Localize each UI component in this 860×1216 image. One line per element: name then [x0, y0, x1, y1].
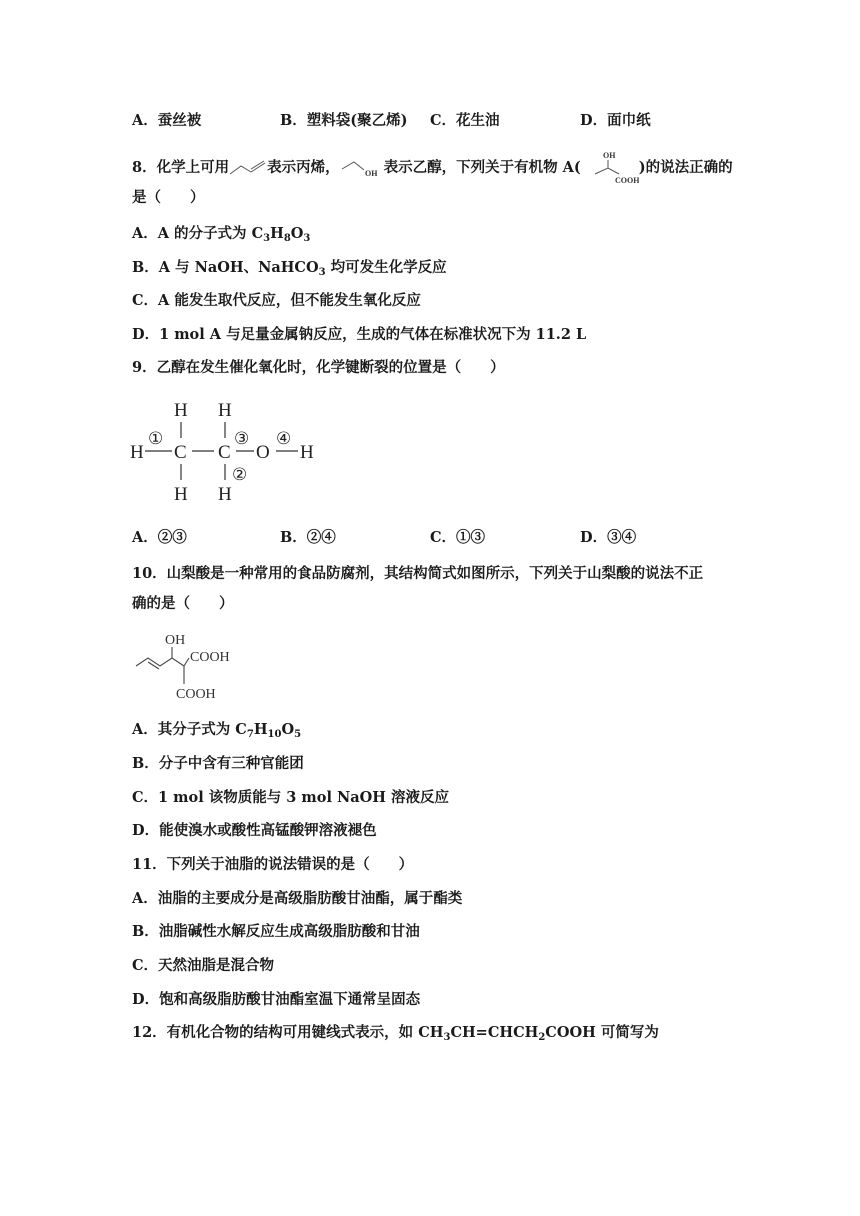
atom-h-right: H	[300, 442, 314, 463]
bond-label-4: ④	[276, 429, 292, 448]
q9-option-d: D．③④	[580, 529, 637, 546]
q11-option-d: D．饱和高级脂肪酸甘油酯室温下通常呈固态	[132, 991, 421, 1008]
structure-cooh-label-2: COOH	[176, 687, 216, 702]
q10-option-a: A．其分子式为 $C_7H_{10}O_5$	[132, 721, 302, 740]
q11-stem: 11．下列关于油脂的说法错误的是（ ）	[132, 856, 414, 873]
compound-a-oh-label: OH	[602, 151, 616, 160]
atom-h-top-2: H	[218, 400, 232, 421]
q7-option-b: B．塑料袋(聚乙烯)	[280, 112, 408, 129]
q10-stem-line2: 确的是（ ）	[132, 595, 234, 612]
q10-option-d: D．能使溴水或酸性高锰酸钾溶液褪色	[132, 822, 377, 839]
atom-h-bottom-2: H	[218, 484, 232, 505]
q8-option-b: B．A 与 NaOH、NaHCO$_3$ 均可发生化学反应	[132, 259, 447, 278]
bond-label-2: ②	[232, 465, 248, 484]
atom-c-1: C	[174, 442, 187, 463]
ethanol-skeletal-structure	[340, 157, 384, 179]
ethanol-oh-label: OH	[364, 169, 378, 178]
bond-label-3: ③	[234, 429, 250, 448]
q9-option-b: B．②④	[280, 529, 336, 546]
sorbic-acid-structure	[132, 628, 252, 704]
q7-option-c: C．花生油	[430, 112, 500, 129]
q11-option-b: B．油脂碱性水解反应生成高级脂肪酸和甘油	[132, 923, 420, 940]
atom-h-left: H	[130, 442, 144, 463]
atom-o: O	[256, 442, 270, 463]
structure-cooh-label-1: COOH	[190, 650, 230, 665]
compound-a-cooh-label: COOH	[614, 176, 639, 185]
q10-stem-line1: 10．山梨酸是一种常用的食品防腐剂，其结构简式如图所示，下列关于山梨酸的说法不正	[132, 565, 704, 582]
q12-stem: 12．有机化合物的结构可用键线式表示，如 $CH_3CH=CHCH_2COOH$ 可简写为	[132, 1024, 659, 1043]
q10-option-c: C．1 mol 该物质能与 3 mol NaOH 溶液反应	[132, 789, 450, 806]
q8-option-d: D．1 mol A 与足量金属钠反应，生成的气体在标准状况下为 11.2 L	[132, 326, 587, 343]
q7-option-a: A．蚕丝被	[132, 112, 202, 129]
atom-h-top-1: H	[174, 400, 188, 421]
ethanol-structural-formula	[128, 392, 328, 512]
q8-option-a: A．A 的分子式为 $C_3H_8O_3$	[132, 225, 311, 244]
q9-stem: 9．乙醇在发生催化氧化时，化学键断裂的位置是（ ）	[132, 359, 505, 376]
q11-option-c: C．天然油脂是混合物	[132, 957, 275, 974]
q9-option-a: A．②③	[132, 529, 187, 546]
bond-label-1: ①	[148, 429, 164, 448]
atom-h-bottom-1: H	[174, 484, 188, 505]
propene-skeletal-structure	[229, 158, 267, 178]
q9-option-c: C．①③	[430, 529, 486, 546]
q7-option-d: D．面巾纸	[580, 112, 651, 129]
q8-option-c: C．A 能发生取代反应，但不能发生氧化反应	[132, 292, 421, 309]
compound-a-structure	[581, 150, 639, 186]
q8-stem-line2: 是（ ）	[132, 189, 205, 206]
atom-c-2: C	[218, 442, 231, 463]
q10-option-b: B．分子中含有三种官能团	[132, 755, 304, 772]
q8-stem: 8．化学上可用 表示丙烯， OH 表示乙醇，下列关于有机物 A( OH COOH )的说法正确的	[132, 151, 733, 185]
q11-option-a: A．油脂的主要成分是高级脂肪酸甘油酯，属于酯类	[132, 890, 463, 907]
structure-oh-label: OH	[165, 633, 186, 648]
